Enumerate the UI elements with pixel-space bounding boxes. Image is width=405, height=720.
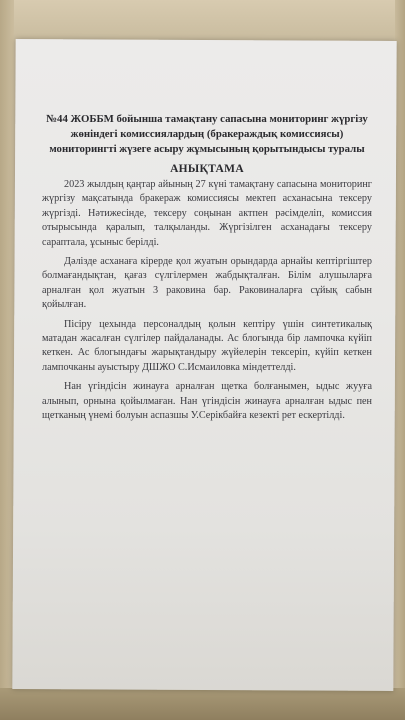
paragraph-4: Нан үгіндісін жинауға арналған щетка болғанымен, ыдыс жууға алынып, орнына қойылмаған. Нан үгіндісін жинауға арналған ыдыс пен щетканың үнемі болуын аспазшы У.Серікбайға кезекті рет ескертілді.	[42, 381, 372, 422]
paragraph-3: Пісіру цехында персоналдың қолын кептіру үшін синтетикалық матадан жасалған сүлгілер пайдаланады. Ас блогында бір лампочка күйіп кеткен. Ас блогындағы жарықтандыру жүйелерін тексеріп, күйіп кеткен лампочканы ауыстыру ДШЖО С.Исмаиловка міндеттелді.	[42, 318, 372, 373]
background-top	[0, 0, 405, 40]
document-heading: АНЫҚТАМА	[170, 163, 244, 175]
paragraph-2: Дәлізде асханаға кірерде қол жуатын орындарда арнайы кептіргіштер болмағандықтан, қағаз сүлгілермен жабдықталған. Білім алушыларға арналған қол жуатын 3 раковина бар. Раковиналарға сұйық сабын қойылған.	[42, 256, 372, 311]
background-right	[395, 0, 405, 720]
paragraph-1: 2023 жылдың қаңтар айының 27 күні тамақтану сапасына мониторинг жүргізу мақсатында бракераж комиссиясы мектеп асханасына тексеру жүргізді. Нәтижесінде, тексеру соңынан актпен рәсімделіп, комиссия отырысында қаралып, талқыланды. Жүргізілген асханадағы тексеру сараптала, ұсыныс берілді.	[42, 179, 372, 248]
background-bottom	[0, 688, 405, 720]
document-title: №44 ЖОББМ бойынша тамақтану сапасына мониторинг жүргізу жөніндегі комиссиялардың (бракераждық комиссиясы) мониторингті жүзеге асыру жұмысының қорытындысы туралы	[46, 113, 368, 155]
document-body	[42, 178, 372, 429]
